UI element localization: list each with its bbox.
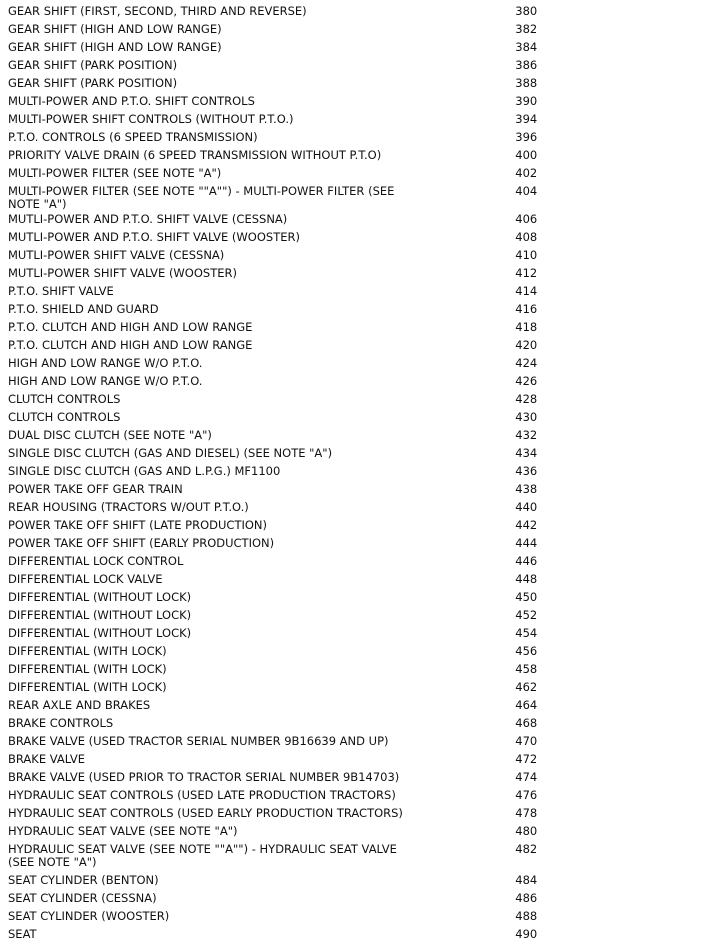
index-row[interactable] xyxy=(8,589,638,607)
index-row[interactable] xyxy=(8,517,638,535)
index-row[interactable] xyxy=(8,499,638,517)
index-row[interactable] xyxy=(8,769,638,787)
index-row[interactable] xyxy=(8,337,638,355)
index-row-title: DIFFERENTIAL LOCK CONTROL xyxy=(8,554,184,568)
index-row[interactable] xyxy=(8,229,638,247)
index-row-title: BRAKE VALVE (USED TRACTOR SERIAL NUMBER 9B16639 AND UP) xyxy=(8,734,389,748)
index-row[interactable] xyxy=(8,625,638,643)
index-row-page-number: 404 xyxy=(515,184,538,198)
index-row-page-number: 482 xyxy=(515,842,538,856)
index-row[interactable] xyxy=(8,872,638,890)
index-row-title: GEAR SHIFT (HIGH AND LOW RANGE) xyxy=(8,40,222,54)
index-row-page-number: 462 xyxy=(515,680,538,694)
index-row[interactable] xyxy=(8,129,638,147)
index-row-page-number: 488 xyxy=(515,909,538,923)
index-row-page-number: 442 xyxy=(515,518,538,532)
index-row[interactable] xyxy=(8,183,638,211)
index-row-page-number: 480 xyxy=(515,824,538,838)
index-row-title: DIFFERENTIAL LOCK VALVE xyxy=(8,572,163,586)
index-row-title: BRAKE VALVE (USED PRIOR TO TRACTOR SERIAL NUMBER 9B14703) xyxy=(8,770,400,784)
index-row-title: P.T.O. CLUTCH AND HIGH AND LOW RANGE xyxy=(8,320,253,334)
index-row-title: DUAL DISC CLUTCH (SEE NOTE "A") xyxy=(8,428,212,442)
index-row[interactable] xyxy=(8,679,638,697)
index-row-title: MUTLI-POWER AND P.T.O. SHIFT VALVE (WOOSTER) xyxy=(8,230,300,244)
index-row[interactable] xyxy=(8,165,638,183)
index-row-page-number: 476 xyxy=(515,788,538,802)
index-row-title: HYDRAULIC SEAT VALVE (SEE NOTE ""A"") - HYDRAULIC SEAT VALVE (SEE NOTE "A") xyxy=(8,842,397,869)
index-row-page-number: 390 xyxy=(515,94,538,108)
index-row[interactable] xyxy=(8,841,638,872)
index-row-page-number: 474 xyxy=(515,770,538,784)
index-row-page-number: 384 xyxy=(515,40,538,54)
index-row-page-number: 418 xyxy=(515,320,538,334)
index-row[interactable] xyxy=(8,247,638,265)
index-row-title: SEAT CYLINDER (CESSNA) xyxy=(8,891,157,905)
index-row-page-number: 454 xyxy=(515,626,538,640)
index-row[interactable] xyxy=(8,391,638,409)
index-row[interactable] xyxy=(8,427,638,445)
index-row-page-number: 436 xyxy=(515,464,538,478)
index-row-page-number: 464 xyxy=(515,698,538,712)
index-row-title: BRAKE VALVE xyxy=(8,752,86,766)
index-row-page-number: 444 xyxy=(515,536,538,550)
index-row[interactable] xyxy=(8,409,638,427)
index-row-title: SINGLE DISC CLUTCH (GAS AND DIESEL) (SEE NOTE "A") xyxy=(8,446,333,460)
index-row-title: P.T.O. SHIELD AND GUARD xyxy=(8,302,159,316)
index-row[interactable] xyxy=(8,823,638,841)
index-row[interactable] xyxy=(8,661,638,679)
index-row-title: HIGH AND LOW RANGE W/O P.T.O. xyxy=(8,374,203,388)
index-row[interactable] xyxy=(8,697,638,715)
index-row-title: POWER TAKE OFF SHIFT (EARLY PRODUCTION) xyxy=(8,536,275,550)
index-row-title: MUTLI-POWER SHIFT VALVE (CESSNA) xyxy=(8,248,225,262)
parts-index-table xyxy=(8,3,638,944)
index-row-title: BRAKE CONTROLS xyxy=(8,716,114,730)
index-row-page-number: 414 xyxy=(515,284,538,298)
index-row-page-number: 396 xyxy=(515,130,538,144)
index-row[interactable] xyxy=(8,93,638,111)
index-row-page-number: 478 xyxy=(515,806,538,820)
index-row-page-number: 450 xyxy=(515,590,538,604)
index-row-page-number: 472 xyxy=(515,752,538,766)
index-row[interactable] xyxy=(8,265,638,283)
index-row[interactable] xyxy=(8,733,638,751)
index-row-page-number: 452 xyxy=(515,608,538,622)
index-row-title: MULTI-POWER SHIFT CONTROLS (WITHOUT P.T.O.) xyxy=(8,112,294,126)
index-row-page-number: 486 xyxy=(515,891,538,905)
index-row-page-number: 410 xyxy=(515,248,538,262)
index-row-page-number: 430 xyxy=(515,410,538,424)
index-row-page-number: 456 xyxy=(515,644,538,658)
index-row[interactable] xyxy=(8,319,638,337)
index-row-page-number: 406 xyxy=(515,212,538,226)
index-row-title: SEAT CYLINDER (WOOSTER) xyxy=(8,909,170,923)
index-row-title: SEAT xyxy=(8,927,37,941)
index-row[interactable] xyxy=(8,805,638,823)
index-row-title: GEAR SHIFT (HIGH AND LOW RANGE) xyxy=(8,22,222,36)
index-row[interactable] xyxy=(8,75,638,93)
index-row[interactable] xyxy=(8,553,638,571)
index-row-title: HYDRAULIC SEAT CONTROLS (USED LATE PRODUCTION TRACTORS) xyxy=(8,788,396,802)
index-row-page-number: 448 xyxy=(515,572,538,586)
index-row[interactable] xyxy=(8,283,638,301)
index-row[interactable] xyxy=(8,607,638,625)
index-row-page-number: 416 xyxy=(515,302,538,316)
index-row-title: DIFFERENTIAL (WITHOUT LOCK) xyxy=(8,626,192,640)
index-row-title: DIFFERENTIAL (WITHOUT LOCK) xyxy=(8,608,192,622)
index-row-title: POWER TAKE OFF SHIFT (LATE PRODUCTION) xyxy=(8,518,268,532)
index-row-title: P.T.O. CLUTCH AND HIGH AND LOW RANGE xyxy=(8,338,253,352)
index-row-title: MUTLI-POWER SHIFT VALVE (WOOSTER) xyxy=(8,266,237,280)
index-row-page-number: 458 xyxy=(515,662,538,676)
index-row-page-number: 484 xyxy=(515,873,538,887)
index-row-title: MUTLI-POWER AND P.T.O. SHIFT VALVE (CESSNA) xyxy=(8,212,288,226)
index-row-title: GEAR SHIFT (FIRST, SECOND, THIRD AND REVERSE) xyxy=(8,4,307,18)
index-row[interactable] xyxy=(8,147,638,165)
index-row-title: SINGLE DISC CLUTCH (GAS AND L.P.G.) MF1100 xyxy=(8,464,281,478)
index-row[interactable] xyxy=(8,3,638,21)
index-row-title: DIFFERENTIAL (WITHOUT LOCK) xyxy=(8,590,192,604)
index-row-page-number: 440 xyxy=(515,500,538,514)
index-row[interactable] xyxy=(8,111,638,129)
index-row[interactable] xyxy=(8,751,638,769)
index-row[interactable] xyxy=(8,301,638,319)
index-row-page-number: 490 xyxy=(515,927,538,941)
index-row-page-number: 420 xyxy=(515,338,538,352)
index-row-page-number: 470 xyxy=(515,734,538,748)
index-row-page-number: 468 xyxy=(515,716,538,730)
index-row-title: HIGH AND LOW RANGE W/O P.T.O. xyxy=(8,356,203,370)
index-row-page-number: 386 xyxy=(515,58,538,72)
index-row-page-number: 402 xyxy=(515,166,538,180)
index-row-title: GEAR SHIFT (PARK POSITION) xyxy=(8,76,178,90)
index-row-title: SEAT CYLINDER (BENTON) xyxy=(8,873,159,887)
index-row-title: MULTI-POWER AND P.T.O. SHIFT CONTROLS xyxy=(8,94,255,108)
index-row[interactable] xyxy=(8,211,638,229)
index-row-title: DIFFERENTIAL (WITH LOCK) xyxy=(8,644,167,658)
index-row-title: MULTI-POWER FILTER (SEE NOTE ""A"") - MULTI-POWER FILTER (SEE NOTE "A") xyxy=(8,184,395,211)
index-row-title: CLUTCH CONTROLS xyxy=(8,410,121,424)
index-row-title: POWER TAKE OFF GEAR TRAIN xyxy=(8,482,183,496)
index-row[interactable] xyxy=(8,890,638,908)
index-row[interactable] xyxy=(8,445,638,463)
index-row[interactable] xyxy=(8,21,638,39)
index-row-page-number: 438 xyxy=(515,482,538,496)
index-row-title: HYDRAULIC SEAT CONTROLS (USED EARLY PRODUCTION TRACTORS) xyxy=(8,806,403,820)
index-row[interactable] xyxy=(8,535,638,553)
index-row[interactable] xyxy=(8,481,638,499)
index-row-title: P.T.O. CONTROLS (6 SPEED TRANSMISSION) xyxy=(8,130,258,144)
index-row[interactable] xyxy=(8,57,638,75)
index-row-title: P.T.O. SHIFT VALVE xyxy=(8,284,114,298)
index-row[interactable] xyxy=(8,926,638,944)
index-row-page-number: 426 xyxy=(515,374,538,388)
index-row-title: MULTI-POWER FILTER (SEE NOTE "A") xyxy=(8,166,222,180)
index-row-page-number: 432 xyxy=(515,428,538,442)
index-row[interactable] xyxy=(8,373,638,391)
index-row-page-number: 388 xyxy=(515,76,538,90)
index-row[interactable] xyxy=(8,715,638,733)
index-row[interactable] xyxy=(8,643,638,661)
index-row-page-number: 412 xyxy=(515,266,538,280)
parts-index-body xyxy=(8,3,638,944)
index-row-title: CLUTCH CONTROLS xyxy=(8,392,121,406)
index-row[interactable] xyxy=(8,39,638,57)
index-row[interactable] xyxy=(8,463,638,481)
index-row-title: PRIORITY VALVE DRAIN (6 SPEED TRANSMISSION WITHOUT P.T.O) xyxy=(8,148,382,162)
index-row-page-number: 424 xyxy=(515,356,538,370)
index-row[interactable] xyxy=(8,908,638,926)
index-row[interactable] xyxy=(8,787,638,805)
index-row-title: DIFFERENTIAL (WITH LOCK) xyxy=(8,662,167,676)
index-row[interactable] xyxy=(8,571,638,589)
index-row-title: HYDRAULIC SEAT VALVE (SEE NOTE "A") xyxy=(8,824,238,838)
index-row-page-number: 400 xyxy=(515,148,538,162)
index-row-title: GEAR SHIFT (PARK POSITION) xyxy=(8,58,178,72)
index-row-title: DIFFERENTIAL (WITH LOCK) xyxy=(8,680,167,694)
index-row-page-number: 428 xyxy=(515,392,538,406)
index-row-page-number: 408 xyxy=(515,230,538,244)
index-row-page-number: 446 xyxy=(515,554,538,568)
index-row-title: REAR AXLE AND BRAKES xyxy=(8,698,151,712)
index-row-page-number: 434 xyxy=(515,446,538,460)
index-row-page-number: 382 xyxy=(515,22,538,36)
index-row-page-number: 394 xyxy=(515,112,538,126)
index-row-title: REAR HOUSING (TRACTORS W/OUT P.T.O.) xyxy=(8,500,249,514)
index-row-page-number: 380 xyxy=(515,4,538,18)
index-row[interactable] xyxy=(8,355,638,373)
